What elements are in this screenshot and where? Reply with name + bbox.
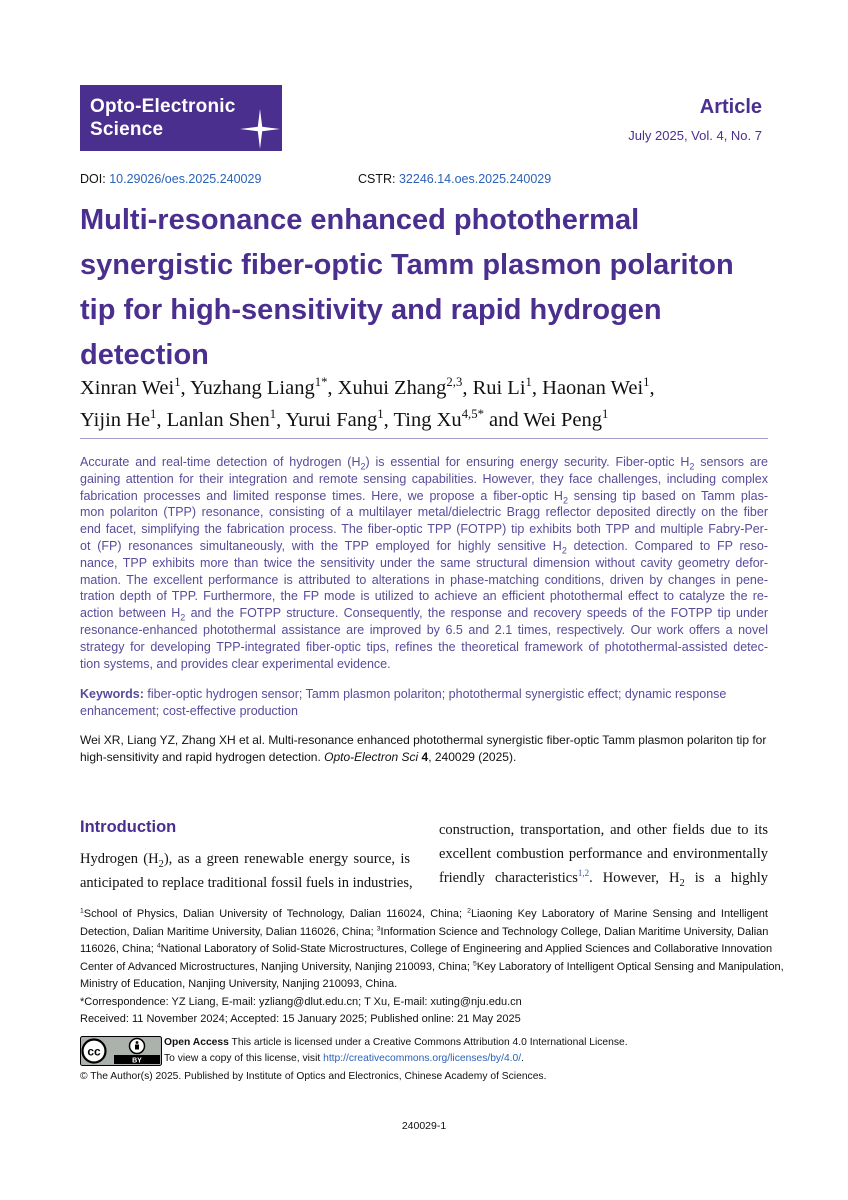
keywords [80, 686, 768, 720]
by-text: BY [132, 1057, 142, 1065]
affiliation-line: Detection, Dalian Maritime University, Dalian 116026, China; $^3$Information Science and Technology College, Dalian Maritime University, Dalian [80, 924, 769, 938]
cc-by-license-badge[interactable] [80, 1036, 162, 1066]
author: Rui Li [472, 377, 526, 399]
abstract-line: mon polariton (TPP) resonance, consisting of a multilayer metal/dielectric Bragg reflector deposited directly on the fiber [80, 505, 768, 520]
author: Yurui Fang [285, 409, 378, 431]
author-affil: 1 [377, 407, 384, 422]
author-line: Xinran Wei$^1$, Yuzhang Liang$^{1*}$, Xuhui Zhang$^{2,3}$, Rui Li$^1$, Haonan Wei$^1$, [80, 375, 655, 399]
author: Yuzhang Liang [190, 377, 315, 399]
author-affil: 1 [174, 375, 181, 390]
keywords-label: Keywords: [80, 687, 144, 701]
article-type: Article [699, 96, 762, 118]
citation-line: Wei XR, Liang YZ, Zhang XH et al. Multi-resonance enhanced photothermal synergistic fiber-optic Tamm plasmon polariton tip for [80, 733, 767, 747]
abstract-line: tion systems, and provides clear experimental evidence. [80, 656, 391, 671]
title-line: Multi-resonance enhanced photothermal [80, 204, 640, 236]
author: Yijin He [80, 409, 151, 431]
citation-line: high-sensitivity and rapid hydrogen detection. Opto-Electron Sci 4, 240029 (2025). [80, 750, 517, 764]
author-affil: 1 [150, 407, 157, 422]
intro-left-column [80, 847, 413, 895]
abstract [80, 454, 768, 672]
body-line: construction, transportation, and other fields due to its [439, 822, 768, 838]
license-line: To view a copy of this license, visit http://creativecommons.org/licenses/by/4.0/. [164, 1053, 524, 1064]
copyright: © The Author(s) 2025. Published by Institute of Optics and Electronics, Chinese Academy of Sciences. [80, 1071, 547, 1082]
abstract-line: mation. The excellent performance is attributed to alterations in phase-matching conditions, driven by changes in pene- [80, 572, 768, 587]
author: Xuhui Zhang [337, 377, 447, 399]
doi-link[interactable]: 10.29026/oes.2025.240029 [109, 172, 262, 186]
doi-label: DOI: [80, 172, 106, 186]
journal-name-line1: Opto-Electronic [90, 96, 236, 117]
author: Haonan Wei [542, 377, 644, 399]
body-line: excellent combustion performance and environmentally [439, 846, 768, 862]
keywords-line: enhancement; cost-effective production [80, 704, 298, 718]
abstract-line: action between $H_2$ and the FOTPP structure. Consequently, the response and recovery speeds of the FOTPP tip under [80, 606, 768, 623]
paper-title [80, 198, 780, 378]
doi [80, 172, 261, 186]
abstract-line: strategy for developing TPP-integrated fiber-optic tips, refines the theoretical framework of photothermal-assisted detec- [80, 639, 768, 654]
abstract-line: end facet, simplifying the fabrication process. The fiber-optic TPP (FOTPP) tip exhibits both TPP and multiple Fabry-Per- [80, 522, 768, 537]
author-affil: 2,3 [446, 375, 463, 390]
author: Wei Peng [523, 409, 603, 431]
author-affil: 4,5* [461, 407, 484, 422]
section-heading-introduction: Introduction [80, 818, 177, 836]
cstr [358, 172, 551, 186]
author-affil: 1 [525, 375, 532, 390]
abstract-line: nance, TPP exhibits more than twice the sensitivity under the same structural dimension without cavity geometry defor- [80, 555, 768, 570]
title-line: synergistic fiber-optic Tamm plasmon polariton [80, 249, 734, 281]
abstract-line: gaining attention for their integration and remote sensing capabilities. However, they face challenges, including complex [80, 471, 768, 486]
issue-info: July 2025, Vol. 4, No. 7 [628, 128, 762, 143]
author-affil: 1* [314, 375, 328, 390]
author: Lanlan Shen [166, 409, 270, 431]
correspondence: *Correspondence: YZ Liang, E-mail: yzliang@dlut.edu.cn; T Xu, E-mail: xuting@nju.edu.cn [80, 995, 522, 1008]
cstr-label: CSTR: [358, 172, 396, 186]
reference-link[interactable]: 1,2 [577, 868, 590, 879]
license-url-link[interactable]: http://creativecommons.org/licenses/by/4.0/ [323, 1053, 522, 1064]
abstract-line: tration depth of TPP. Furthermore, the FP mode is utilized to achieve an efficient photothermal effect to catalyze the re- [80, 589, 768, 604]
license-line: Open Access This article is licensed under a Creative Commons Attribution 4.0 International License. [164, 1037, 628, 1048]
journal-name-line2: Science [90, 119, 164, 140]
affiliation-line: $^1$School of Physics, Dalian University of Technology, Dalian 116024, China; $^2$Liaoning Key Laboratory of Marine Sensing and Intelligent [80, 907, 768, 920]
cc-text: cc [87, 1044, 101, 1059]
received-dates: Received: 11 November 2024; Accepted: 15 January 2025; Published online: 21 May 2025 [80, 1013, 521, 1025]
body-line: friendly characteristics$^{1,2}$. However, $H_2$ is a highly [439, 868, 768, 889]
sparkle-icon [238, 107, 282, 151]
abstract-line: ot (FP) resonances simultaneously, with the TPP employed for highly sensitive $H_2$ detection. Compared to FP reso- [80, 538, 769, 556]
open-access-label: Open Access [164, 1037, 229, 1048]
author-affil: 1 [602, 407, 609, 422]
affiliation-line: Ministry of Education, Nanjing University, Nanjing 210093, China. [80, 978, 398, 990]
citation-volume: 4 [418, 750, 429, 764]
author: Xinran Wei [80, 377, 175, 399]
citation [80, 732, 768, 766]
title-line: detection [80, 339, 209, 371]
page-number: 240029-1 [401, 1120, 447, 1132]
divider [80, 438, 768, 439]
author-affil: 1 [643, 375, 650, 390]
intro-right-column [439, 818, 768, 890]
body-line: anticipated to replace traditional fossil fuels in industries, [80, 875, 413, 891]
keywords-line: Keywords: fiber-optic hydrogen sensor; Tamm plasmon polariton; photothermal synergistic effect; dynamic response [80, 687, 727, 701]
journal-logo [80, 85, 282, 151]
license-text [164, 1035, 628, 1067]
affiliations [80, 906, 784, 1029]
abstract-line: Accurate and real-time detection of hydrogen $(H_2)$ is essential for ensuring energy security. Fiber-optic $H_2$ sensors are [80, 455, 768, 472]
abstract-line: fabrication processes and limited response times. Here, we propose a fiber-optic $H_2$ sensing tip based on Tamm plas- [80, 488, 768, 506]
author-affil: 1 [269, 407, 277, 422]
affiliation-line: 116026, China; $^4$National Laboratory of Solid-State Microstructures, College of Engineering and Applied Sciences and Collaborative Innovation [80, 942, 773, 955]
author-line: Yijin He$^1$, Lanlan Shen$^1$, Yurui Fang$^1$, Ting $Xu^{4,5*}$ and Wei Peng$^1$ [80, 407, 609, 431]
affiliation-line: Center of Advanced Microstructures, Nanjing University, Nanjing 210093, China; $^5$Key Laboratory of Intelligent Optical Sensing and Manipulation, [80, 959, 784, 973]
cstr-link[interactable]: 32246.14.oes.2025.240029 [398, 172, 552, 186]
citation-journal: Opto-Electron Sci [324, 750, 419, 764]
author: Ting Xu [393, 409, 462, 431]
title-line: tip for high-sensitivity and rapid hydrogen [80, 294, 662, 326]
author-list [80, 372, 780, 436]
body-line: Hydrogen $(H_2)$, as a green renewable energy source, is [80, 851, 410, 870]
abstract-line: resonance-enhanced photothermal assistance are improved by 6.5 and 2.1 times, respectively. Our work offers a novel [80, 622, 768, 637]
